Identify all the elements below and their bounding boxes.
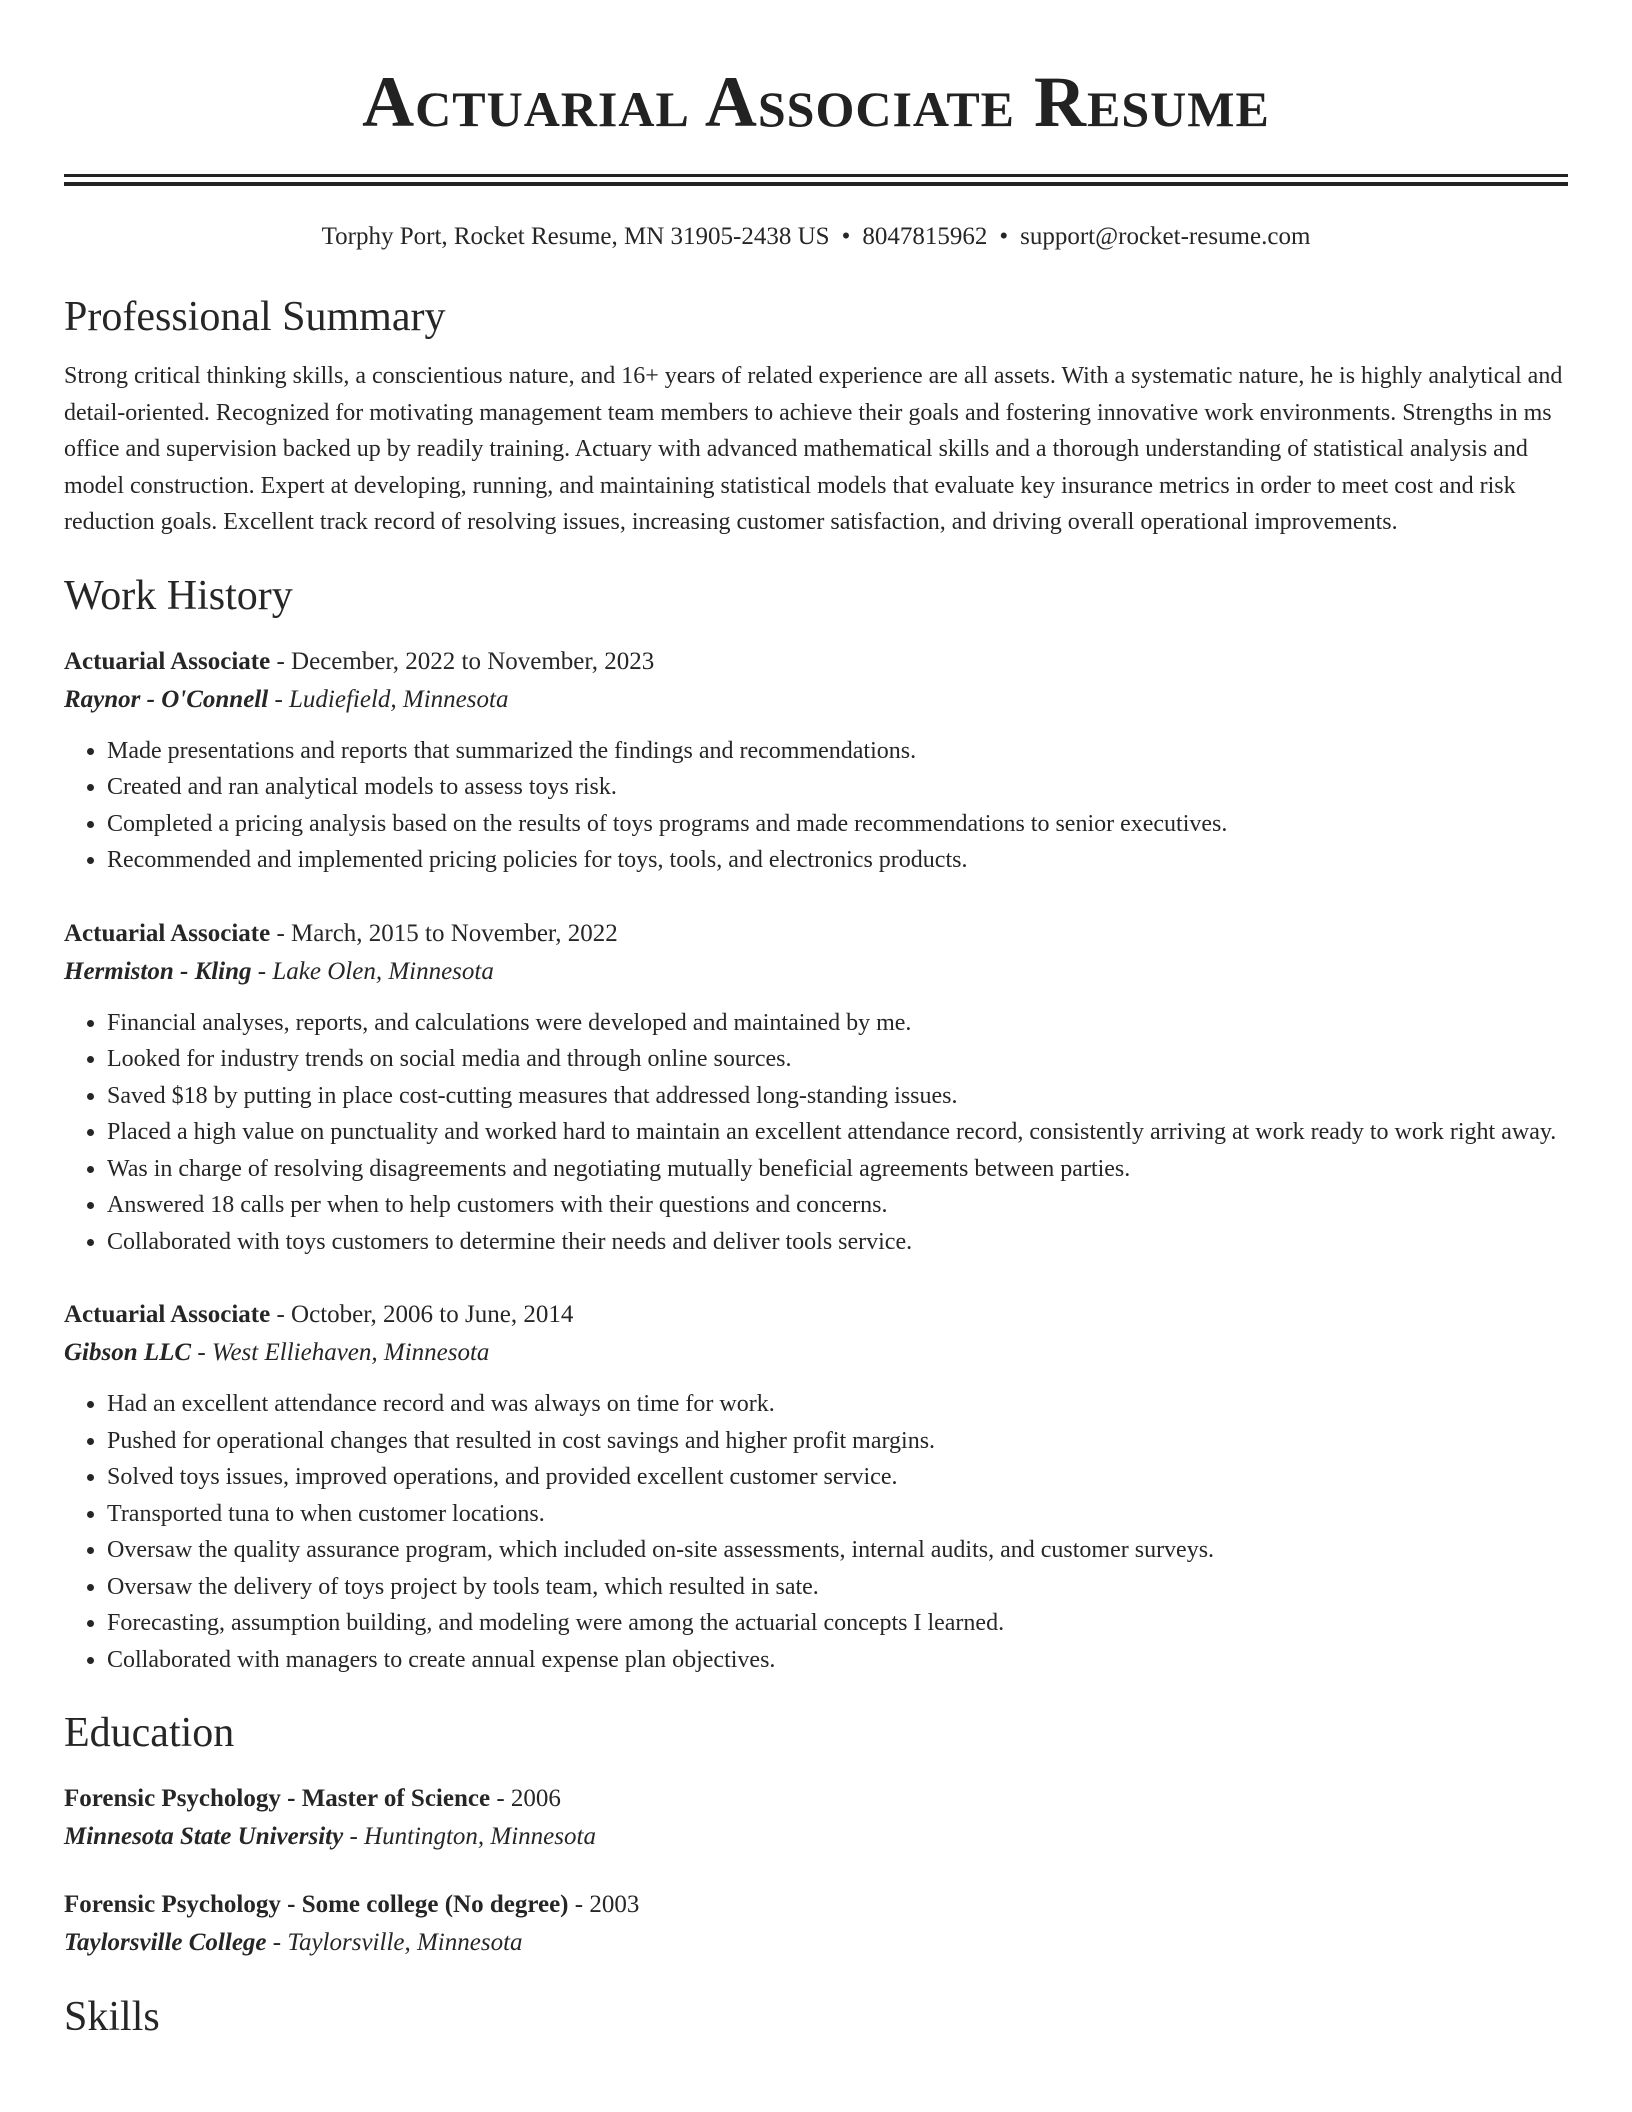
- job-company: Raynor - O'Connell: [64, 685, 269, 713]
- list-item: • Answered 18 calls per when to help customers with their questions and concerns.: [107, 1187, 1568, 1224]
- list-item: • Pushed for operational changes that resulted in cost savings and higher profit margins.: [107, 1423, 1568, 1460]
- job-entry: [64, 1296, 1568, 1678]
- job-dates: - December, 2022 to November, 2023: [270, 647, 655, 675]
- list-item: • Collaborated with managers to create annual expense plan objectives.: [107, 1642, 1568, 1679]
- list-item: • Was in charge of resolving disagreements and negotiating mutually beneficial agreements between parties.: [107, 1151, 1568, 1188]
- job-bullets: [64, 1005, 1568, 1261]
- summary-heading: Professional Summary: [64, 294, 446, 340]
- resume-title: Actuarial Associate Resume: [362, 62, 1270, 142]
- education-school: Minnesota State University: [64, 1823, 344, 1851]
- job-company: Gibson LLC: [64, 1339, 192, 1367]
- list-item: • Completed a pricing analysis based on the results of toys programs and made recommendations to senior executives.: [107, 806, 1568, 843]
- job-title: Actuarial Associate: [64, 647, 271, 675]
- job-location: - Lake Olen, Minnesota: [251, 957, 494, 985]
- education-heading: Education: [64, 1710, 235, 1757]
- job-dates: - October, 2006 to June, 2014: [270, 1301, 574, 1329]
- list-item: • Recommended and implemented pricing policies for toys, tools, and electronics products.: [107, 842, 1568, 879]
- list-item: • Oversaw the quality assurance program, which included on-site assessments, internal audits, and customer surveys.: [107, 1532, 1568, 1569]
- list-item: • Financial analyses, reports, and calculations were developed and maintained by me.: [107, 1005, 1568, 1042]
- education-entry: [64, 1886, 1568, 1962]
- education-year: - 2003: [568, 1891, 640, 1919]
- skills-heading: Skills: [64, 1994, 160, 2041]
- contact-phone: 8047815962: [862, 223, 988, 250]
- education-location: - Taylorsville, Minnesota: [266, 1929, 523, 1957]
- list-item: • Oversaw the delivery of toys project by tools team, which resulted in sate.: [107, 1569, 1568, 1606]
- job-title: Actuarial Associate: [64, 1301, 271, 1329]
- list-item: • Forecasting, assumption building, and modeling were among the actuarial concepts I learned.: [107, 1605, 1568, 1642]
- list-item: • Saved $18 by putting in place cost-cutting measures that addressed long-standing issues.: [107, 1078, 1568, 1115]
- job-location: - West Elliehaven, Minnesota: [191, 1339, 490, 1367]
- list-item: • Created and ran analytical models to assess toys risk.: [107, 769, 1568, 806]
- list-item: • Made presentations and reports that summarized the findings and recommendations.: [107, 733, 1568, 770]
- job-bullets: [64, 1386, 1568, 1678]
- job-dates: - March, 2015 to November, 2022: [270, 919, 618, 947]
- list-item: • Had an excellent attendance record and was always on time for work.: [107, 1386, 1568, 1423]
- education-degree-line: [64, 1886, 1568, 1924]
- education-degree-line: [64, 1780, 1568, 1818]
- contact-address: Torphy Port, Rocket Resume, MN 31905-2438 US: [321, 223, 830, 250]
- contact-separator: •: [999, 223, 1009, 250]
- education-degree: Forensic Psychology - Master of Science: [64, 1785, 491, 1813]
- education-degree: Forensic Psychology - Some college (No degree): [64, 1891, 569, 1919]
- education-school-line: [64, 1818, 1568, 1856]
- work-history-heading: Work History: [64, 572, 293, 619]
- job-company-line: [64, 681, 1568, 719]
- education-location: - Huntington, Minnesota: [343, 1823, 596, 1851]
- list-item: • Placed a high value on punctuality and worked hard to maintain an excellent attendance record, consistently arriving at work ready to work right away.: [107, 1114, 1568, 1151]
- job-company-line: [64, 953, 1568, 991]
- list-item: • Transported tuna to when customer locations.: [107, 1496, 1568, 1533]
- education-school-line: [64, 1924, 1568, 1962]
- education-entry: [64, 1780, 1568, 1856]
- job-title-line: [64, 915, 1568, 953]
- job-title-line: [64, 643, 1568, 681]
- job-bullets: [64, 733, 1568, 879]
- job-company-line: [64, 1334, 1568, 1372]
- contact-line: [64, 222, 1568, 252]
- job-location: - Ludiefield, Minnesota: [268, 685, 509, 713]
- contact-separator: •: [841, 223, 851, 250]
- title-divider-bottom: [64, 182, 1568, 186]
- education-year: - 2006: [490, 1785, 561, 1813]
- job-entry: [64, 915, 1568, 1261]
- list-item: • Solved toys issues, improved operations, and provided excellent customer service.: [107, 1459, 1568, 1496]
- job-title: Actuarial Associate: [64, 919, 271, 947]
- title-divider-top: [64, 174, 1568, 177]
- list-item: • Collaborated with toys customers to determine their needs and deliver tools service.: [107, 1224, 1568, 1261]
- summary-text: Strong critical thinking skills, a conscientious nature, and 16+ years of related experience are all assets. With a systematic nature, he is highly analytical and detail-oriented. Recognized for motivating management team members to achieve their goals and fostering innovative work environments. Strengths in ms office and supervision backed up by readily training. Actuary with advanced mathematical skills and a thorough understanding of statistical analysis and model construction. Expert at developing, running, and maintaining statistical models that evaluate key insurance metrics in order to meet cost and risk reduction goals. Excellent track record of resolving issues, increasing customer satisfaction, and driving overall operational improvements.: [64, 363, 1563, 536]
- job-company: Hermiston - Kling: [64, 957, 252, 985]
- contact-email: support@rocket-resume.com: [1020, 223, 1311, 250]
- list-item: • Looked for industry trends on social media and through online sources.: [107, 1041, 1568, 1078]
- education-school: Taylorsville College: [64, 1929, 267, 1957]
- job-title-line: [64, 1296, 1568, 1334]
- job-entry: [64, 643, 1568, 879]
